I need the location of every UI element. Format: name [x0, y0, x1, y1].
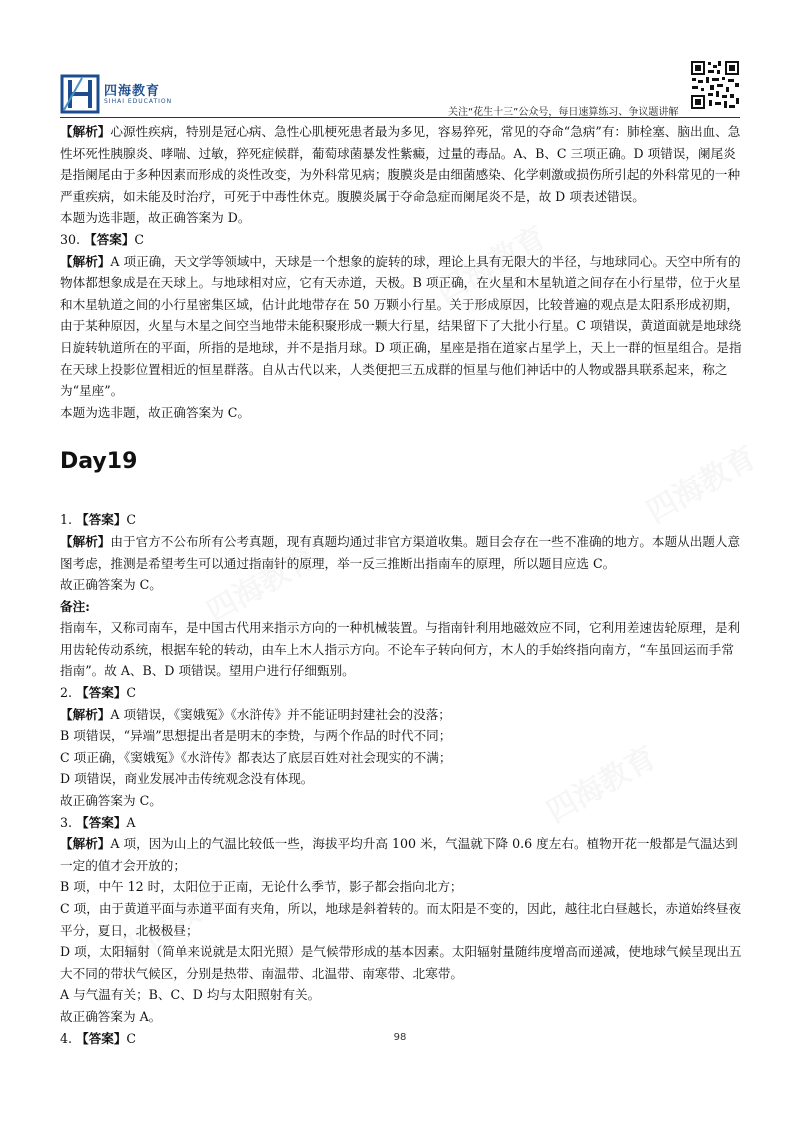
- answer-line: [60, 682, 742, 704]
- text-line: [60, 617, 742, 682]
- text-line: [60, 941, 742, 984]
- paragraph-text: B 项，中午 12 时，太阳位于正南，无论什么季节，影子都会指向北方；: [60, 879, 463, 895]
- paragraph-text: A 项正确，天文学等领域中，天球是一个想象的旋转的球，理论上具有无限大的半径，与地球同心。天空中所有的物体都想象成是在天球上。与地球相对应，它有天赤道，天极。B 项正确，在火星和木星轨道之间存在小行星带，位于火星和木星轨道之间的小行星密集区域，估计此地带存在 50 万颗小行星。关于形成原因，比较普遍的观点是太阳系形成初期，由于某种原因，火星与木星之间空当地带未能积聚形成一颗大行星，结果留下了大批小行星。C 项错误，黄道面就是地球绕日旋转轨道所在的平面，所指的是地球，并不是指月球。D 项正确，星座是指在道家占星学上，天上一群的恒星组合。是指在天球上投影位置相近的恒星群落。自从古代以来，人类便把三五成群的恒星与他们神话中的人物或器具联系起来，称之为“星座”。: [60, 253, 742, 399]
- note-heading: [60, 596, 742, 618]
- paragraph-text: 本题为选非题，故正确答案为 C。: [60, 404, 250, 420]
- answer-line: [60, 812, 742, 834]
- page-header: [0, 0, 800, 120]
- label-tag: 【答案】: [76, 1030, 127, 1046]
- text-line: [60, 876, 742, 898]
- label-tag: 【答案】: [76, 814, 127, 830]
- text-line: [60, 207, 742, 229]
- label-tag: 备注:: [60, 598, 90, 614]
- paragraph-text: C: [134, 231, 145, 247]
- paragraph-text: 心源性疾病，特别是冠心病、急性心肌梗死患者最为多见，容易猝死，常见的夺命“急病”有：肺栓塞、脑出血、急性坏死性胰腺炎、哮喘、过敏，猝死症候群，葡萄球菌暴发性紫癜，过量的毒品。A、B、C 三项正确。D 项错误，阑尾炎是指阑尾由于多种因素而形成的炎性改变，为外科常见病；腹膜炎是由细菌感染、化学刺激或损伤所引起的外科常见的一种严重疾病，如未能及时治疗，可死于中毒性休克。腹膜炎属于夺命急症而阑尾炎不是，故 D 项表述错误。: [60, 124, 741, 204]
- question-number: 1.: [60, 512, 77, 528]
- text-line: [60, 574, 742, 596]
- answers-section-day18: [60, 121, 742, 423]
- paragraph-text: 由于官方不公布所有公考真题，现有真题均通过非官方渠道收集。题目会存在一些不准确的地方。本题从出题人意图考虑，推测是希望考生可以通过指南针的原理，举一反三推断出指南车的原理，所以题目应选 C。: [60, 533, 741, 571]
- header-divider: [60, 117, 740, 118]
- page-number: 98: [393, 1032, 407, 1043]
- logo-subtext: SIHAI EDUCATION: [104, 98, 173, 105]
- explanation-paragraph: [60, 251, 742, 402]
- paragraph-text: C: [126, 685, 137, 701]
- explanation-paragraph: [60, 121, 742, 207]
- explanation-paragraph: [60, 531, 742, 574]
- text-line: [60, 768, 742, 790]
- text-line: [60, 898, 742, 941]
- label-tag: 【解析】: [60, 124, 111, 139]
- paragraph-text: 本题为选非题，故正确答案为 D。: [60, 210, 251, 226]
- question-number: 2.: [60, 685, 77, 701]
- question-number: 3.: [60, 814, 77, 830]
- paragraph-text: 故正确答案为 A。: [60, 1008, 162, 1024]
- answers-section-day19: [60, 509, 742, 1049]
- explanation-paragraph: [60, 833, 742, 876]
- logo-text: 四海教育: [104, 84, 161, 99]
- label-tag: 【解析】: [60, 253, 111, 269]
- label-tag: 【解析】: [60, 533, 111, 549]
- paragraph-text: C 项正确，《窦娥冤》《水浒传》都表达了底层百姓对社会现实的不满；: [60, 749, 452, 765]
- paragraph-text: 指南车，又称司南车，是中国古代用来指示方向的一种机械装置。与指南针利用地磁效应不同，它利用差速齿轮原理，是利用齿轮传动系统，根据车轮的转动，由车上木人指示方向。不论车子转向何方，木人的手始终指向南方，“车虽回运而手常指南”。故 A、B、D 项错误。望用户进行仔细甄别。: [60, 620, 741, 679]
- paragraph-text: D 项错误，商业发展冲击传统观念没有体现。: [60, 771, 314, 787]
- paragraph-text: A: [126, 814, 136, 830]
- day-title: Day19: [60, 449, 138, 475]
- answer-line: [60, 229, 742, 251]
- text-line: [60, 747, 742, 769]
- text-line: [60, 1006, 742, 1028]
- qr-code-icon: [690, 60, 740, 110]
- label-tag: 【答案】: [84, 231, 135, 247]
- paragraph-text: C 项，由于黄道平面与赤道平面有夹角，所以，地球是斜着转的。而太阳是不变的，因此，越往北白昼越长，赤道始终昼夜平分，夏日，北极极昼；: [60, 901, 742, 938]
- paragraph-text: C: [126, 1030, 137, 1046]
- text-line: [60, 402, 742, 424]
- paragraph-text: D 项，太阳辐射（简单来说就是太阳光照）是气候带形成的基本因素。太阳辐射量随纬度增高而递减，使地球气候呈现出五大不同的带状气候区，分别是热带、南温带、北温带、南寒带、北寒带。: [60, 944, 742, 981]
- paragraph-text: C: [126, 512, 137, 528]
- text-line: [60, 790, 742, 812]
- question-number: 30.: [60, 231, 85, 247]
- text-line: [60, 984, 742, 1006]
- paragraph-text: A 项，因为山上的气温比较低一些，海拔平均升高 100 米，气温就下降 0.6 度左右。植物开花一般都是气温达到一定的值才会开放的；: [60, 836, 738, 873]
- paragraph-text: 故正确答案为 C。: [60, 793, 162, 809]
- paragraph-text: 故正确答案为 C。: [60, 577, 162, 593]
- label-tag: 【解析】: [60, 836, 111, 852]
- answer-line: [60, 509, 742, 531]
- label-tag: 【答案】: [76, 685, 127, 701]
- question-number: 4.: [60, 1030, 77, 1046]
- label-tag: 【解析】: [60, 706, 111, 722]
- label-tag: 【答案】: [76, 512, 127, 528]
- document-body: [60, 121, 742, 1049]
- paragraph-text: B 项错误，“异端”思想提出者是明末的李贽，与两个作品的时代不同；: [60, 728, 452, 744]
- text-line: [60, 725, 742, 747]
- paragraph-text: A 项错误，《窦娥冤》《水浒传》并不能证明封建社会的没落；: [110, 706, 451, 722]
- explanation-paragraph: [60, 704, 742, 726]
- paragraph-text: A 与气温有关；B、C、D 均与太阳照射有关。: [60, 987, 321, 1003]
- header-slogan: 关注“花生十三”公众号，每日速算练习、争议题讲解: [448, 107, 679, 118]
